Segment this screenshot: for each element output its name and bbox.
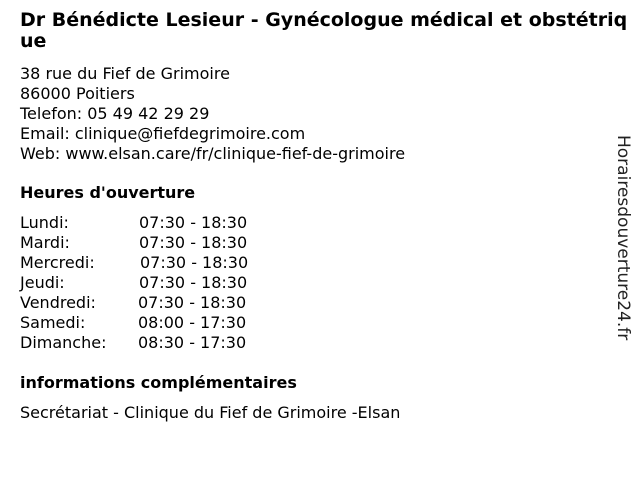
street-address: 38 rue du Fief de Grimoire (20, 64, 230, 83)
day-label: Dimanche: (20, 333, 107, 352)
website: Web: www.elsan.care/fr/clinique-fief-de-grimoire (20, 144, 406, 163)
page-title: Dr Bénédicte Lesieur - Gynécologue médical et obstétrique (20, 9, 628, 52)
additional-info-heading: informations complémentaires (20, 373, 297, 392)
day-label: Samedi: (20, 313, 86, 332)
time-range: 07:30 - 18:30 (138, 293, 247, 312)
day-label: Jeudi: (20, 273, 65, 292)
opening-hours-heading: Heures d'ouverture (20, 183, 196, 202)
day-label: Vendredi: (20, 293, 96, 312)
email-address: Email: clinique@fiefdegrimoire.com (20, 124, 306, 143)
site-watermark: Horairesdouverture24.fr (613, 135, 633, 341)
day-label: Mardi: (20, 233, 70, 252)
time-range: 07:30 - 18:30 (139, 273, 248, 292)
additional-info-text: Secrétariat - Clinique du Fief de Grimoire -Elsan (20, 403, 401, 422)
day-label: Mercredi: (20, 253, 95, 272)
time-range: 08:00 - 17:30 (138, 313, 247, 332)
phone-number: Telefon: 05 49 42 29 29 (20, 104, 210, 123)
time-range: 08:30 - 17:30 (138, 333, 247, 352)
address-block (20, 64, 405, 164)
time-range: 07:30 - 18:30 (140, 253, 249, 272)
time-range: 07:30 - 18:30 (139, 213, 248, 232)
city: 86000 Poitiers (20, 84, 135, 103)
time-range: 07:30 - 18:30 (139, 233, 248, 252)
day-label: Lundi: (20, 213, 69, 232)
